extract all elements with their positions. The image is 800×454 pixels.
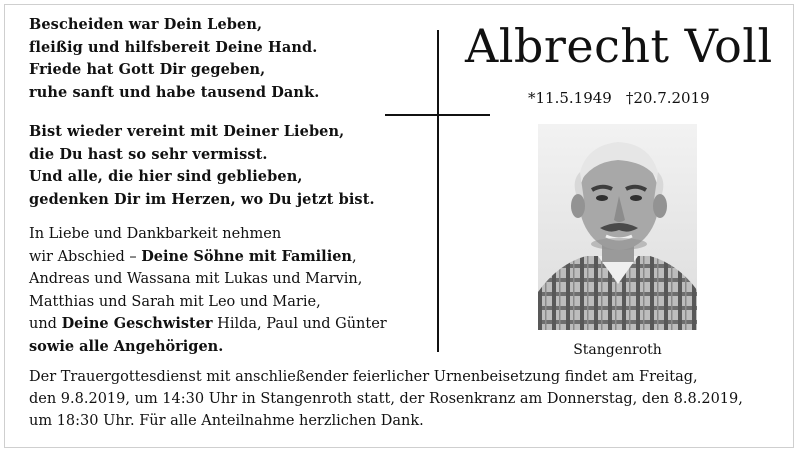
poem-line: Bescheiden war Dein Leben, <box>29 16 263 33</box>
family-text: Hilda, Paul und Günter <box>212 316 387 332</box>
poem-line: gedenken Dir im Herzen, wo Du jetzt bist. <box>29 190 375 208</box>
portrait-photo <box>538 124 697 330</box>
service-info <box>29 366 789 432</box>
siblings-label: Deine Geschwister <box>61 315 213 332</box>
life-dates <box>528 88 710 108</box>
service-line: um 18:30 Uhr. Für alle Anteilnahme herzlichen Dank. <box>29 413 424 429</box>
family-line <box>29 336 429 359</box>
family-line: Andreas und Wassana mit Lukas und Marvin, <box>29 271 363 287</box>
family-announcement <box>29 223 429 358</box>
deceased-name: Albrecht Voll <box>465 19 773 73</box>
family-text: und <box>29 316 62 332</box>
poem-line: die Du hast so sehr vermisst. <box>29 145 268 163</box>
poem-line: fleißig und hilfsbereit Deine Hand. <box>29 38 318 56</box>
family-line <box>29 246 429 269</box>
relatives-label: sowie alle Angehörigen. <box>29 337 224 355</box>
service-line: den 9.8.2019, um 14:30 Uhr in Stangenroth statt, der Rosenkranz am Donnerstag, den 8.8.2019, <box>29 391 743 407</box>
family-line <box>29 313 429 336</box>
family-text: wir Abschied – <box>29 248 142 265</box>
poem-line: Bist wieder vereint mit Deiner Lieben, <box>29 123 345 140</box>
family-text: , <box>351 248 357 265</box>
cross-icon-bar <box>385 114 490 116</box>
service-line: Der Trauergottesdienst mit anschließender feierlicher Urnenbeisetzung findet am Freitag, <box>29 369 698 385</box>
sons-with-families: Deine Söhne mit Familien <box>141 247 352 265</box>
poem-line: ruhe sanft und habe tausend Dank. <box>29 83 320 101</box>
portrait-image <box>538 124 697 330</box>
place-caption: Stangenroth <box>573 342 662 358</box>
poem-line: Und alle, die hier sind geblieben, <box>29 168 303 185</box>
cross-icon <box>437 30 439 352</box>
poem-verse-2 <box>29 121 409 211</box>
birth-date: *11.5.1949 <box>528 89 612 107</box>
poem-verse-1 <box>29 14 409 104</box>
family-line: In Liebe und Dankbarkeit nehmen <box>29 226 282 242</box>
death-date: †20.7.2019 <box>625 89 710 107</box>
family-line: Matthias und Sarah mit Leo und Marie, <box>29 293 321 310</box>
poem-line: Friede hat Gott Dir gegeben, <box>29 61 266 78</box>
